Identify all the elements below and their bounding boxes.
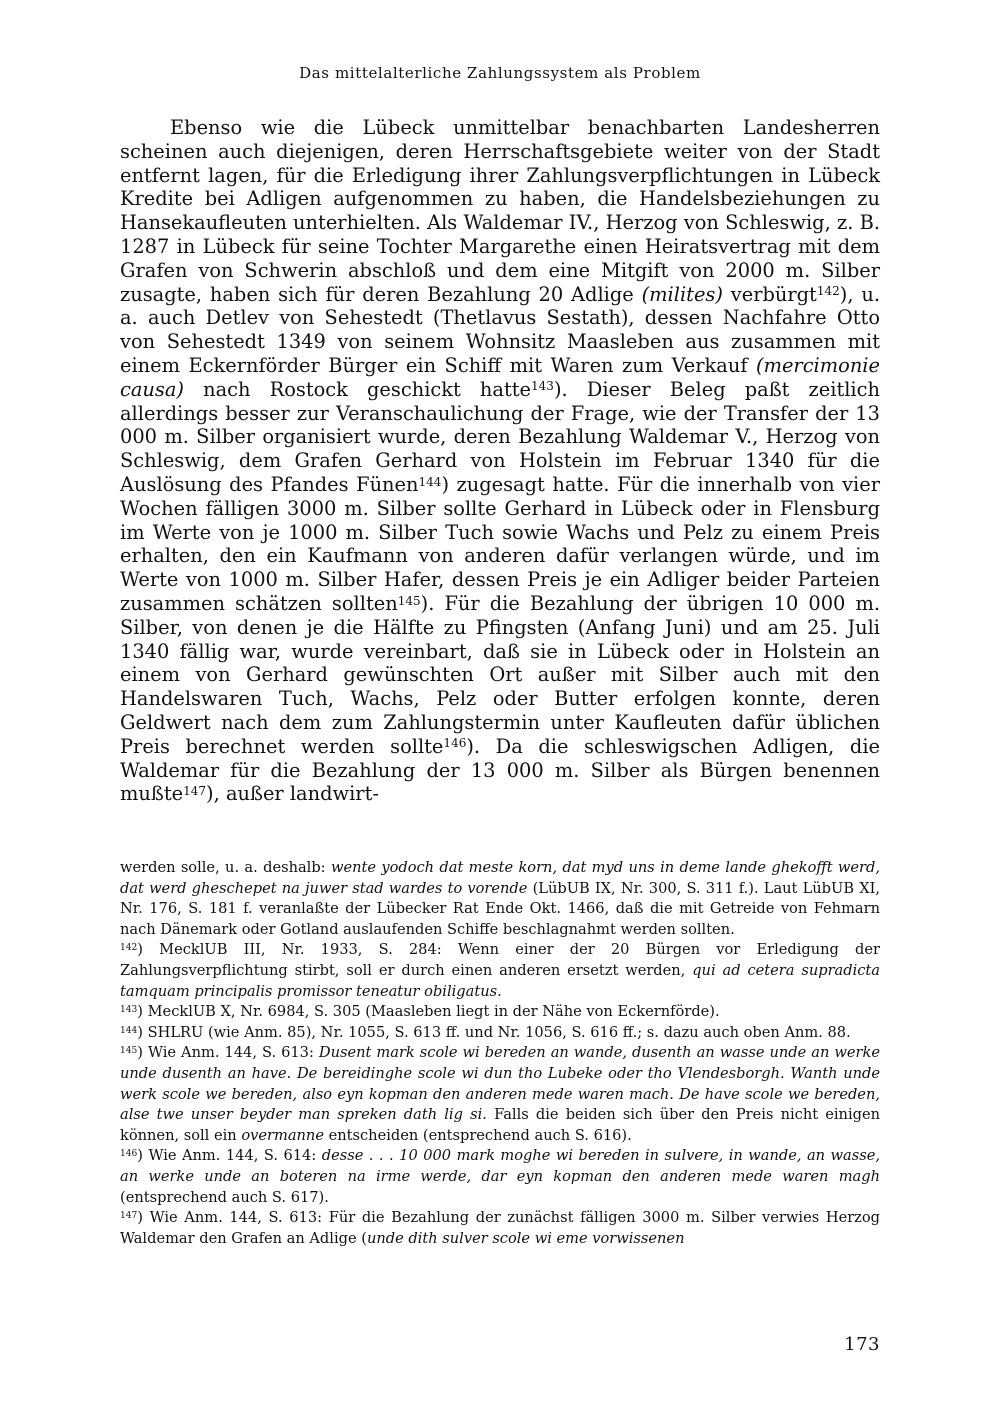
text-run: ) Wie Anm. 144, S. 613: Für die Bezahlung der zunächst fälligen 3000 m. Silber verwies Herzog Waldemar den Grafen an Adlige ( (120, 1209, 880, 1247)
text-run: Ebenso wie die Lübeck unmittelbar benachbarten Landesherren scheinen auch diejenigen, deren Herrschaftsgebiete weiter von der Stadt entfernt lagen, für die Erledigung ihrer Zahlungsverpflichtungen in Lübeck Kredite bei Adligen aufgenommen zu haben, die Handelsbeziehungen zu Hansekaufleuten unterhielten. Als Waldemar IV., Herzog von Schleswig, z. B. 1287 in Lübeck für seine Tochter Margarethe einen Heiratsvertrag mit dem Grafen von Schwerin abschloß und dem eine Mitgift von 2000 m. Silber zusagte, haben sich für deren Bezahlung 20 Adlige (120, 116, 880, 306)
footnote-marker: 146 (443, 736, 467, 751)
footnote-continuation (120, 858, 880, 940)
footnote-143 (120, 1002, 880, 1023)
italic-text: (mercimonie causa) (120, 353, 880, 401)
footnote-147 (120, 1208, 880, 1249)
footnote-marker: 142 (816, 284, 840, 299)
text-run: ), u. a. auch Detlev von Sehestedt (Thetlavus Sestath), dessen Nachfahre Otto von Sehestedt 1349 von seinem Wohnsitz Maasleben aus zusammen mit einem Eckernförder Bürger ein Schiff mit Waren zum Verkauf (120, 282, 880, 377)
footnote-146 (120, 1146, 880, 1208)
text-run: ). Da die schleswigschen Adligen, die Waldemar für die Bezahlung der 13 000 m. Silber als Bürgen benennen mußte (120, 734, 880, 806)
footnote-marker: 145 (120, 1046, 138, 1057)
text-run: ) zugesagt hatte. Für die innerhalb von vier Wochen fälligen 3000 m. Silber sollte Gerhard in Lübeck oder in Flensburg im Werte von je 1000 m. Silber Tuch sowie Wachs und Pelz zu einem Preis erhalten, den ein Kaufmann von anderen dafür verlangen würde, und im Werte von 1000 m. Silber Hafer, dessen Preis je ein Adliger beider Parteien zusammen schätzen sollten (120, 472, 881, 615)
text-run: nach Rostock geschickt hatte (184, 377, 532, 401)
text-run: werden solle, u. a. deshalb: (120, 859, 331, 876)
body-paragraph (120, 116, 880, 806)
italic-text: desse . . . 10 000 mark moghe wi bereden in sulvere, in wande, an wasse, an werke unde an boteren na irme werde, dar eyn kopman den anderen mede waren magh (120, 1147, 880, 1185)
footnote-marker: 144 (120, 1025, 138, 1036)
footnote-144 (120, 1023, 880, 1044)
text-run: ) Wie Anm. 144, S. 614: (137, 1147, 322, 1165)
italic-text: qui ad cetera supradicta tamquam principalis promissor teneatur obiligatus. (120, 961, 880, 1000)
text-run: (entsprechend auch S. 617). (120, 1188, 329, 1206)
footnote-142 (120, 940, 880, 1002)
text-run: ) Wie Anm. 144, S. 613: (137, 1044, 319, 1062)
main-text (120, 116, 880, 806)
text-run: Falls die beiden sich über den Preis nicht einigen können, soll ein (120, 1106, 880, 1144)
text-run: ). Für die Bezahlung der übrigen 10 000 m. Silber, von denen je die Hälfte zu Pfingsten (Anfang Juni) und am 25. Juli 1340 fällig war, wurde vereinbart, daß sie in Lübeck oder in Holstein an einem von Gerhard gewünschten Ort außer mit Silber auch mit den Handelswaren Tuch, Wachs, Pelz oder Butter erfolgen konnte, deren Geldwert nach dem zum Zahlungstermin unter Kaufleuten dafür üblichen Preis berechnet werden sollte (120, 591, 880, 758)
footnote-marker: 142 (120, 943, 138, 954)
text-run: ), außer landwirt- (206, 782, 379, 806)
text-run: ) SHLRU (wie Anm. 85), Nr. 1055, S. 613 ff. und Nr. 1056, S. 616 ff.; s. dazu auch oben Anm. 88. (137, 1023, 851, 1041)
footnote-marker: 147 (120, 1211, 138, 1222)
italic-text: Dusent mark scole wi bereden an wande, dusenth an wasse unde an werke unde dusenth an have. De bereidinghe scole wi dun tho Lubeke oder tho Vlendesborgh. Wanth unde werk scole we bereden, also eyn kopman den anderen mede waren mach. De have scole we bereden, alse twe unser beyder man spreken dath lig si. (120, 1044, 880, 1124)
footnote-marker: 143 (531, 379, 554, 394)
text-run: (LübUB IX, Nr. 300, S. 311 f.). Laut LübUB XI, Nr. 176, S. 181 f. veranlaßte der Lübecker Rat Ende Okt. 1466, daß die mit Getreide von Fehmarn nach Dänemark oder Gotland auslaufenden Schiffe beschlagnahmt werden sollten. (120, 879, 880, 938)
running-head: Das mittelalterliche Zahlungssystem als Problem (299, 64, 701, 82)
italic-text: wente yodoch dat meste korn, dat myd uns in deme lande ghekofft werd, dat werd gheschepet na juwer stad wardes to vorende (120, 859, 881, 897)
italic-text: (milites) (641, 282, 723, 306)
text-run: ) MecklUB X, Nr. 6984, S. 305 (Maasleben liegt in der Nähe von Eckernförde). (137, 1003, 720, 1021)
text-run: ). Dieser Beleg paßt zeitlich allerdings besser zur Veranschaulichung der Frage, wie der Transfer der 13 000 m. Silber organisiert wurde, deren Bezahlung Waldemar V., Herzog von Schleswig, dem Grafen Gerhard von Holstein im Februar 1340 für die Auslösung des Pfandes Fünen (120, 377, 880, 496)
footnotes-section (120, 858, 880, 1249)
page-number: 173 (844, 1334, 880, 1355)
italic-text: overmanne (241, 1126, 324, 1144)
text-run: ) MecklUB III, Nr. 1933, S. 284: Wenn einer der 20 Bürgen vor Erledigung der Zahlungsverpflichtung stirbt, soll er durch einen anderen ersetzt werden, (120, 941, 880, 979)
footnote-marker: 144 (418, 474, 442, 489)
italic-text: unde dith sulver scole wi eme vorwissenen (366, 1229, 685, 1247)
text-run: verbürgt (722, 282, 817, 306)
footnote-marker: 146 (120, 1149, 138, 1160)
text-run: entscheiden (entsprechend auch S. 616). (323, 1126, 632, 1144)
footnote-marker: 145 (397, 593, 421, 608)
footnote-marker: 147 (183, 783, 207, 798)
footnote-marker: 143 (120, 1005, 138, 1016)
footnote-145 (120, 1043, 880, 1146)
